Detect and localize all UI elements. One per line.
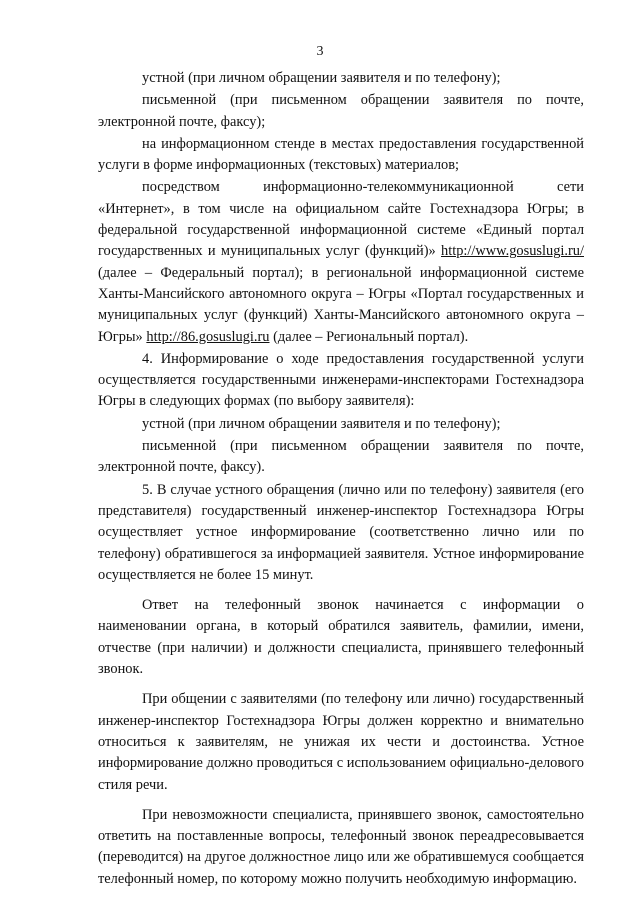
- paragraph-communication: При общении с заявителями (по телефону или лично) государственный инженер-инспектор Гостехнадзора Югры должен корректно и внимательно относиться к заявителям, не унижая их чести и достоинства. Устное информирование должно проводиться с использованием официально-делового стиля речи.: [98, 691, 584, 793]
- paragraph-internet-text-2: (далее – Федеральный портал); в региональной информационной системе Ханты-Мансийского автономного округа – Югры «Портал государственных и муниципальных услуг (функций) Ханты-Мансийского автономного округа – Югры»: [98, 264, 584, 345]
- paragraph-oral: устной (при личном обращении заявителя и по телефону);: [142, 70, 501, 86]
- paragraph-internet-text-3: (далее – Региональный портал).: [273, 328, 469, 345]
- federal-portal-link[interactable]: http://www.gosuslugi.ru/: [441, 243, 584, 260]
- paragraph-written-2: письменной (при письменном обращении заявителя по почте, электронной почте, факсу).: [98, 438, 584, 476]
- paragraph-redirect: При невозможности специалиста, принявшего звонок, самостоятельно ответить на поставленные вопросы, телефонный звонок переадресовывается (переводится) на другое должностное лицо или же обратившемуся сообщается телефонный номер, по которому можно получить необходимую информацию.: [98, 806, 584, 887]
- paragraph-internet: [98, 177, 584, 347]
- paragraph-internet-text: посредством информационно-телекоммуникационной сети «Интернет», в том числе на официальном сайте Гостехнадзора Югры; в федеральной государственной информационной системе «Единый портал государственных и муниципальных услуг (функций)»: [98, 179, 584, 260]
- paragraph-info-stand: на информационном стенде в местах предоставления государственной услуги в форме информационных (текстовых) материалов;: [98, 135, 584, 174]
- paragraph-phone-answer: Ответ на телефонный звонок начинается с информации о наименовании органа, в который обратился заявитель, фамилии, имени, отчестве (при наличии) и должности специалиста, принявшего телефонный звонок.: [98, 597, 584, 678]
- paragraph-4: 4. Информирование о ходе предоставления государственной услуги осуществляется государственными инженерами-инспекторами Гостехнадзора Югры в следующих формах (по выбору заявителя):: [98, 350, 584, 410]
- document-body: [98, 68, 584, 890]
- regional-portal-link[interactable]: http://86.gosuslugi.ru: [146, 328, 270, 345]
- paragraph-written: письменной (при письменном обращении заявителя по почте, электронной почте, факсу);: [98, 92, 584, 130]
- paragraph-oral-2: устной (при личном обращении заявителя и по телефону);: [142, 415, 501, 432]
- page-number: 3: [316, 44, 324, 59]
- paragraph-5: 5. В случае устного обращения (лично или по телефону) заявителя (его представителя) государственный инженер-инспектор Гостехнадзора Югры осуществляет устное информирование (соответственно лично или по телефону) обратившегося за информацией заявителя. Устное информирование осуществляется не более 15 минут.: [98, 481, 584, 583]
